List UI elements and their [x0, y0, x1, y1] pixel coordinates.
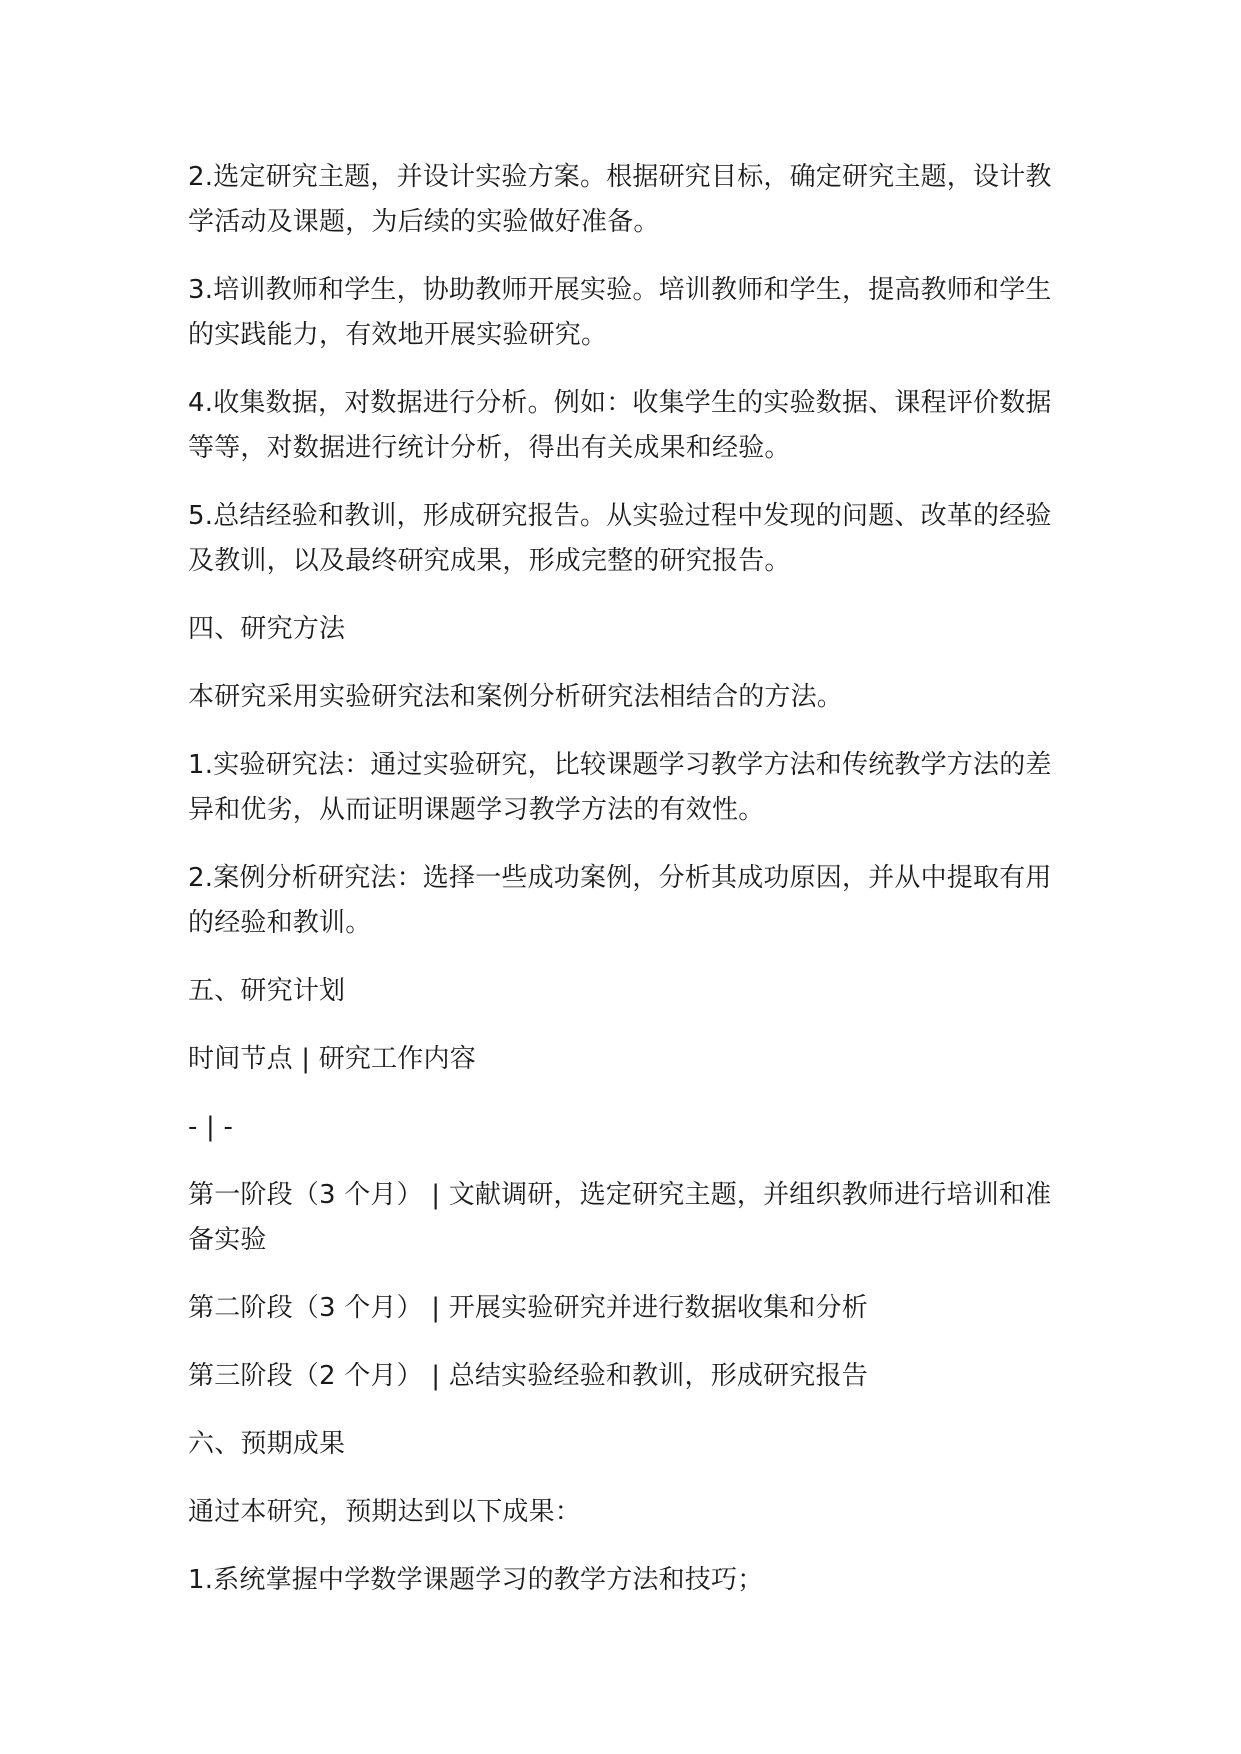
paragraph-step-3: 3.培训教师和学生，协助教师开展实验。培训教师和学生，提高教师和学生的实践能力，有效地开展实验研究。 — [188, 275, 1052, 350]
document-body — [188, 155, 1068, 1626]
section-heading-plan: 五、研究计划 — [188, 976, 346, 1006]
paragraph-method-1: 1.实验研究法：通过实验研究，比较课题学习教学方法和传统教学方法的差异和优劣，从而证明课题学习教学方法的有效性。 — [188, 750, 1052, 825]
paragraph-method-2: 2.案例分析研究法：选择一些成功案例，分析其成功原因，并从中提取有用的经验和教训。 — [188, 863, 1052, 938]
paragraph-step-2: 2.选定研究主题，并设计实验方案。根据研究目标，确定研究主题，设计教学活动及课题，为后续的实验做好准备。 — [188, 162, 1052, 237]
paragraph-outcomes-intro: 通过本研究，预期达到以下成果： — [188, 1497, 582, 1527]
paragraph-step-5: 5.总结经验和教训，形成研究报告。从实验过程中发现的问题、改革的经验及教训，以及最终研究成果，形成完整的研究报告。 — [188, 501, 1052, 576]
plan-table-row: 第三阶段（2 个月） | 总结实验经验和教训，形成研究报告 — [188, 1361, 868, 1391]
plan-table-separator: - | - — [188, 1112, 234, 1142]
paragraph-outcome-1: 1.系统掌握中学数学课题学习的教学方法和技巧； — [188, 1565, 764, 1595]
plan-table-row: 第一阶段（3 个月） | 文献调研，选定研究主题，并组织教师进行培训和准备实验 — [188, 1180, 1052, 1255]
paragraph-step-4: 4.收集数据，对数据进行分析。例如：收集学生的实验数据、课程评价数据等等，对数据进行统计分析，得出有关成果和经验。 — [188, 388, 1052, 463]
paragraph-methods-intro: 本研究采用实验研究法和案例分析研究法相结合的方法。 — [188, 682, 844, 712]
section-heading-methods: 四、研究方法 — [188, 614, 346, 644]
plan-table-header: 时间节点 | 研究工作内容 — [188, 1044, 476, 1074]
plan-table-row: 第二阶段（3 个月） | 开展实验研究并进行数据收集和分析 — [188, 1293, 868, 1323]
section-heading-outcomes: 六、预期成果 — [188, 1429, 346, 1459]
